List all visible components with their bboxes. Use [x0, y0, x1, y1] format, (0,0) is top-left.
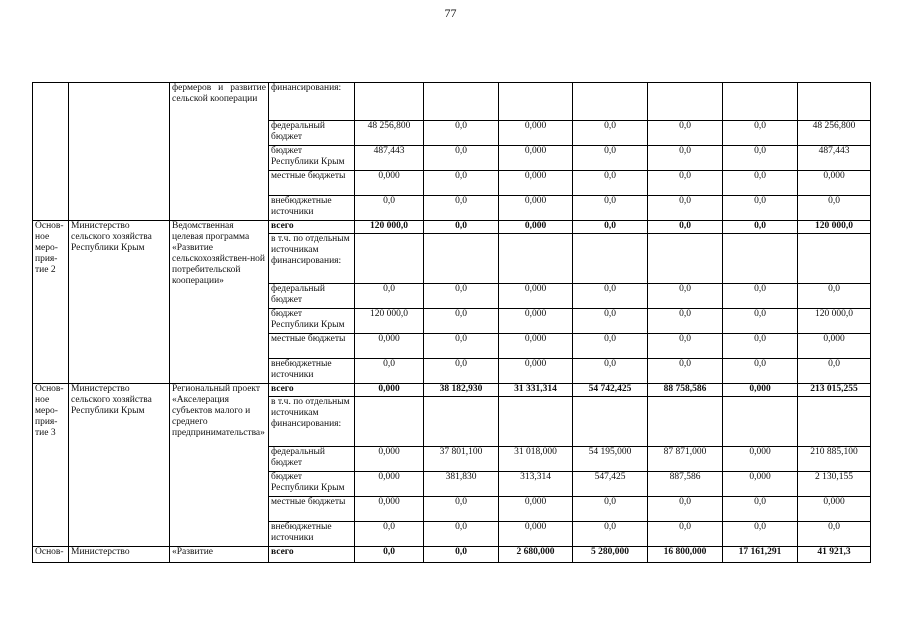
value-cell: 0,0	[355, 359, 424, 384]
funding-source: федеральный бюджет	[269, 447, 355, 472]
value-cell: 0,0	[723, 497, 798, 522]
value-cell: 0,0	[573, 146, 648, 171]
value-cell	[499, 83, 573, 121]
value-cell: 0,0	[355, 547, 424, 563]
value-cell: 87 871,000	[648, 447, 723, 472]
value-cell: 0,0	[573, 171, 648, 196]
value-cell: 0,000	[798, 334, 871, 359]
value-cell: 0,000	[499, 121, 573, 146]
funding-source: местные бюджеты	[269, 334, 355, 359]
value-cell: 0,0	[723, 171, 798, 196]
block-label: Основ-	[33, 547, 69, 563]
value-cell: 0,000	[499, 221, 573, 234]
value-cell: 0,0	[424, 359, 499, 384]
block-executor: Министерство сельского хозяйства Республики Крым	[69, 221, 170, 384]
value-cell: 120 000,0	[798, 221, 871, 234]
value-cell: 0,000	[499, 522, 573, 547]
value-cell: 0,0	[424, 334, 499, 359]
value-cell: 0,0	[355, 522, 424, 547]
block-label	[33, 83, 69, 221]
value-cell	[798, 397, 871, 447]
value-cell: 887,586	[648, 472, 723, 497]
value-cell: 210 885,100	[798, 447, 871, 472]
value-cell: 0,0	[424, 522, 499, 547]
funding-source: бюджет Республики Крым	[269, 309, 355, 334]
value-cell: 0,0	[798, 359, 871, 384]
value-cell: 0,000	[499, 359, 573, 384]
value-cell: 0,000	[499, 497, 573, 522]
value-cell	[573, 234, 648, 284]
value-cell: 0,0	[573, 221, 648, 234]
value-cell: 0,0	[573, 522, 648, 547]
value-cell: 0,000	[499, 284, 573, 309]
block-label: Основ-ное меро-прия-тие 3	[33, 384, 69, 547]
value-cell	[798, 83, 871, 121]
funding-source: всего	[269, 547, 355, 563]
value-cell: 0,000	[798, 171, 871, 196]
value-cell	[573, 397, 648, 447]
value-cell	[723, 83, 798, 121]
value-cell: 0,000	[499, 146, 573, 171]
value-cell: 0,0	[723, 309, 798, 334]
block-name: Региональный проект «Акселерация субъектов малого и среднего предпринимательства»	[170, 384, 269, 547]
funding-source: бюджет Республики Крым	[269, 472, 355, 497]
value-cell: 0,0	[424, 121, 499, 146]
value-cell	[723, 234, 798, 284]
value-cell: 0,0	[424, 309, 499, 334]
value-cell: 0,0	[424, 196, 499, 221]
value-cell: 54 195,000	[573, 447, 648, 472]
value-cell: 88 758,586	[648, 384, 723, 397]
value-cell: 37 801,100	[424, 447, 499, 472]
value-cell: 0,0	[573, 359, 648, 384]
value-cell: 0,0	[648, 522, 723, 547]
block-name: фермеров и развитие сельской кооперации	[170, 83, 269, 221]
value-cell: 0,000	[355, 497, 424, 522]
value-cell: 0,0	[723, 146, 798, 171]
table-row	[33, 547, 871, 563]
value-cell: 0,0	[573, 334, 648, 359]
value-cell: 0,0	[648, 497, 723, 522]
block-name: Ведомственная целевая программа «Развитие сельскохозяйствен-ной потребительской кооперации»	[170, 221, 269, 384]
value-cell: 0,0	[355, 196, 424, 221]
value-cell: 487,443	[355, 146, 424, 171]
value-cell: 0,000	[355, 472, 424, 497]
value-cell: 0,0	[723, 196, 798, 221]
value-cell: 0,000	[499, 334, 573, 359]
value-cell	[648, 397, 723, 447]
value-cell: 0,0	[648, 309, 723, 334]
value-cell: 0,0	[723, 359, 798, 384]
value-cell	[499, 397, 573, 447]
block-executor: Министерство	[69, 547, 170, 563]
value-cell: 0,0	[573, 121, 648, 146]
value-cell: 0,0	[648, 196, 723, 221]
value-cell	[723, 397, 798, 447]
funding-source: бюджет Республики Крым	[269, 146, 355, 171]
value-cell: 547,425	[573, 472, 648, 497]
funding-source: внебюджетные источники	[269, 522, 355, 547]
value-cell: 0,0	[798, 196, 871, 221]
value-cell	[499, 234, 573, 284]
block-executor: Министерство сельского хозяйства Республики Крым	[69, 384, 170, 547]
funding-source: федеральный бюджет	[269, 284, 355, 309]
value-cell: 0,000	[355, 447, 424, 472]
value-cell: 0,0	[723, 284, 798, 309]
value-cell: 0,0	[648, 146, 723, 171]
value-cell: 54 742,425	[573, 384, 648, 397]
value-cell: 0,0	[573, 196, 648, 221]
value-cell: 0,0	[424, 221, 499, 234]
value-cell: 48 256,800	[798, 121, 871, 146]
value-cell: 0,0	[648, 334, 723, 359]
value-cell: 0,000	[355, 171, 424, 196]
value-cell: 2 130,155	[798, 472, 871, 497]
value-cell: 0,0	[723, 334, 798, 359]
value-cell: 0,0	[424, 497, 499, 522]
value-cell: 0,0	[424, 547, 499, 563]
value-cell: 0,000	[723, 472, 798, 497]
value-cell: 0,0	[648, 221, 723, 234]
funding-source: в т.ч. по отдельным источникам финансирования:	[269, 234, 355, 284]
value-cell: 31 018,000	[499, 447, 573, 472]
value-cell: 31 331,314	[499, 384, 573, 397]
funding-source: внебюджетные источники	[269, 359, 355, 384]
value-cell: 5 280,000	[573, 547, 648, 563]
value-cell: 0,0	[573, 497, 648, 522]
value-cell: 313,314	[499, 472, 573, 497]
funding-source: всего	[269, 384, 355, 397]
value-cell: 2 680,000	[499, 547, 573, 563]
value-cell: 0,0	[648, 284, 723, 309]
value-cell: 0,0	[723, 221, 798, 234]
value-cell: 0,0	[424, 171, 499, 196]
funding-source: местные бюджеты	[269, 497, 355, 522]
value-cell: 41 921,3	[798, 547, 871, 563]
value-cell: 0,000	[798, 497, 871, 522]
value-cell	[648, 83, 723, 121]
table-row	[33, 221, 871, 234]
value-cell	[424, 397, 499, 447]
funding-source: в т.ч. по отдельным источникам финансирования:	[269, 397, 355, 447]
value-cell: 0,0	[723, 121, 798, 146]
value-cell: 0,0	[424, 284, 499, 309]
block-label: Основ-ное меро-прия-тие 2	[33, 221, 69, 384]
funding-source: местные бюджеты	[269, 171, 355, 196]
value-cell: 0,0	[648, 121, 723, 146]
value-cell	[424, 234, 499, 284]
funding-source: внебюджетные источники	[269, 196, 355, 221]
financing-table	[32, 82, 871, 563]
value-cell	[424, 83, 499, 121]
funding-source: федеральный бюджет	[269, 121, 355, 146]
value-cell: 0,0	[424, 146, 499, 171]
value-cell: 48 256,800	[355, 121, 424, 146]
value-cell	[355, 397, 424, 447]
block-executor	[69, 83, 170, 221]
page-number: 77	[444, 6, 457, 20]
value-cell: 0,000	[723, 447, 798, 472]
value-cell: 17 161,291	[723, 547, 798, 563]
value-cell: 0,0	[648, 171, 723, 196]
value-cell: 0,000	[499, 196, 573, 221]
block-name: «Развитие	[170, 547, 269, 563]
value-cell: 120 000,0	[355, 221, 424, 234]
value-cell: 0,0	[798, 284, 871, 309]
value-cell: 0,0	[723, 522, 798, 547]
value-cell: 487,443	[798, 146, 871, 171]
value-cell	[573, 83, 648, 121]
value-cell	[648, 234, 723, 284]
value-cell	[798, 234, 871, 284]
funding-source: финансирования:	[269, 83, 355, 121]
value-cell: 0,0	[648, 359, 723, 384]
value-cell: 0,0	[798, 522, 871, 547]
value-cell: 0,000	[499, 171, 573, 196]
value-cell: 213 015,255	[798, 384, 871, 397]
value-cell: 120 000,0	[355, 309, 424, 334]
value-cell: 381,830	[424, 472, 499, 497]
value-cell: 0,000	[723, 384, 798, 397]
value-cell: 0,0	[573, 309, 648, 334]
value-cell: 0,000	[499, 309, 573, 334]
table-row	[33, 83, 871, 121]
value-cell: 16 800,000	[648, 547, 723, 563]
value-cell	[355, 83, 424, 121]
value-cell: 0,0	[355, 284, 424, 309]
table-row	[33, 384, 871, 397]
value-cell: 120 000,0	[798, 309, 871, 334]
value-cell: 0,000	[355, 384, 424, 397]
funding-source: всего	[269, 221, 355, 234]
value-cell: 38 182,930	[424, 384, 499, 397]
value-cell: 0,000	[355, 334, 424, 359]
value-cell	[355, 234, 424, 284]
value-cell: 0,0	[573, 284, 648, 309]
